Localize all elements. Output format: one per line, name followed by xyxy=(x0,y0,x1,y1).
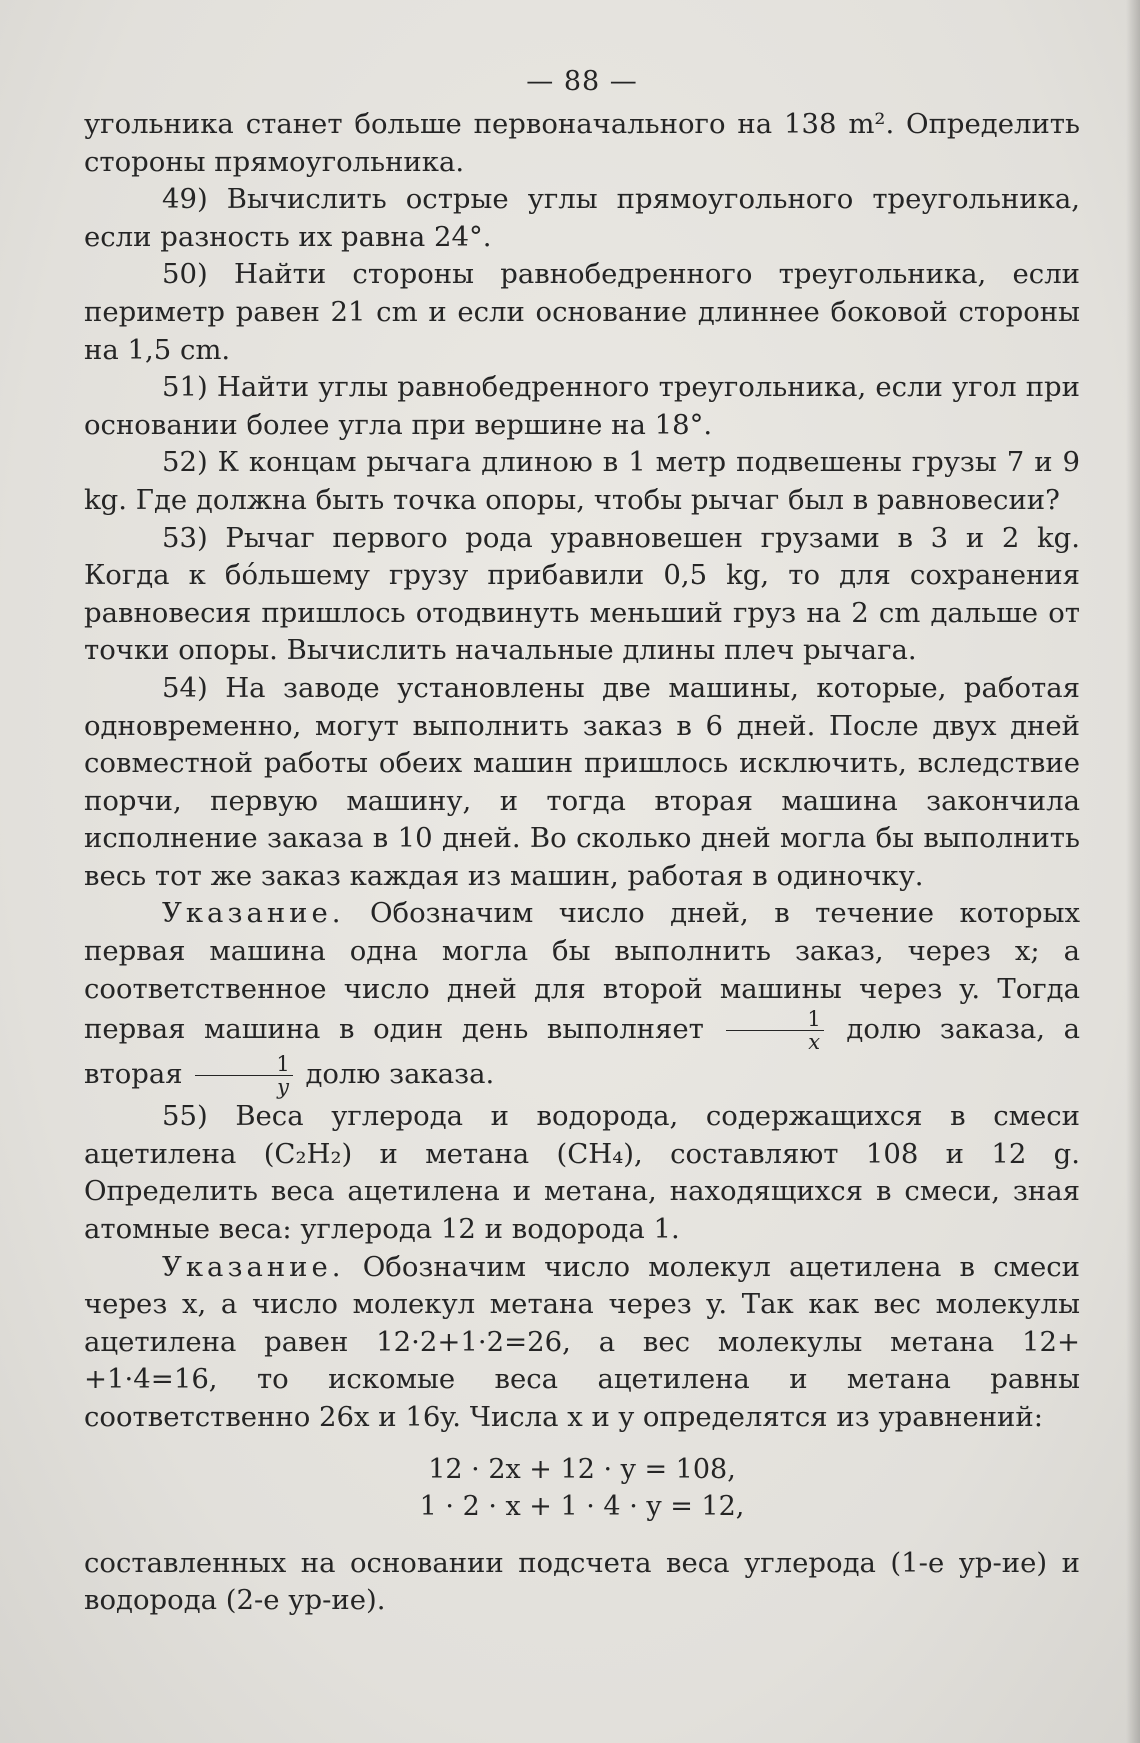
fraction-one-over-x xyxy=(726,1008,823,1053)
fraction-denominator: y xyxy=(277,1075,289,1100)
hint-label: Указание. xyxy=(162,1250,345,1283)
problem-50: 50) Найти стороны равнобедренного треугольника, если периметр равен 21 cm и если основание длиннее боковой стороны на 1,5 cm. xyxy=(84,258,1080,366)
equation-system xyxy=(84,1451,1080,1525)
fraction-one-over-y xyxy=(195,1053,292,1098)
hint-54-text-a: Обозначим число дней, в течение которых первая машина одна могла бы выполнить заказ, через x; а соответственное число дней для второй машины через y. Тогда первая машина в один день выполняет xyxy=(84,897,1080,1046)
problem-55: 55) Веса углерода и водорода, содержащихся в смеси ацетилена (C₂H₂) и метана (CH₄), составляют 108 и 12 g. Определить веса ацетилена и метана, находящихся в смеси, зная атомные веса: углерода 12 и водорода 1. xyxy=(84,1100,1080,1246)
fraction-denominator: x xyxy=(808,1030,821,1055)
hint-54-text-c: долю заказа. xyxy=(305,1058,495,1091)
problem-49: 49) Вычислить острые углы прямоугольного треугольника, если разность их равна 24°. xyxy=(84,183,1080,253)
equation-1: 12 · 2x + 12 · y = 108, xyxy=(428,1453,736,1485)
page-body xyxy=(84,106,1080,1620)
paragraph-continuation: угольника станет больше первоначального на 138 m². Определить стороны прямоугольника. xyxy=(84,108,1080,178)
equation-2: 1 · 2 · x + 1 · 4 · y = 12, xyxy=(419,1490,745,1522)
fraction-numerator: 1 xyxy=(195,1053,292,1076)
hint-55-text: Обозначим число молекул ацетилена в смеси через x, а число молекул метана через y. Так как вес молекулы ацетилена равен 12·2+1·2=26, а вес молекулы метана 12+ +1·4=16, то искомые веса ацетилена и метана равны соответственно 26x и 16y. Числа x и y определятся из уравнений: xyxy=(84,1250,1080,1433)
fraction-numerator: 1 xyxy=(726,1008,823,1031)
problem-52: 52) К концам рычага длиною в 1 метр подвешены грузы 7 и 9 kg. Где должна быть точка опоры, чтобы рычаг был в равновесии? xyxy=(84,446,1080,516)
page-number: — 88 — xyxy=(526,66,638,97)
problem-53: 53) Рычаг первого рода уравновешен грузами в 3 и 2 kg. Когда к бо́льшему грузу прибавили 0,5 kg, то для сохранения равновесия пришлось отодвинуть меньший груз на 2 cm дальше от точки опоры. Вычислить начальные длины плеч рычага. xyxy=(84,521,1080,667)
problem-51: 51) Найти углы равнобедренного треугольника, если угол при основании более угла при вершине на 18°. xyxy=(84,371,1080,441)
hint-54 xyxy=(84,895,1080,1098)
hint-label: Указание. xyxy=(162,897,345,930)
problem-54: 54) На заводе установлены две машины, которые, работая одновременно, могут выполнить заказ в 6 дней. После двух дней совместной работы обеих машин пришлось исключить, вследствие порчи, первую машину, и тогда вторая машина закончила исполнение заказа в 10 дней. Во сколько дней могла бы выполнить весь тот же заказ каждая из машин, работая в одиночку. xyxy=(84,671,1080,892)
closing-paragraph: составленных на основании подсчета веса углерода (1-е ур-ие) и водорода (2-е ур-ие). xyxy=(84,1546,1080,1617)
hint-55 xyxy=(84,1249,1080,1437)
hint-54-text-b: долю заказа, а вторая xyxy=(84,1013,1080,1091)
